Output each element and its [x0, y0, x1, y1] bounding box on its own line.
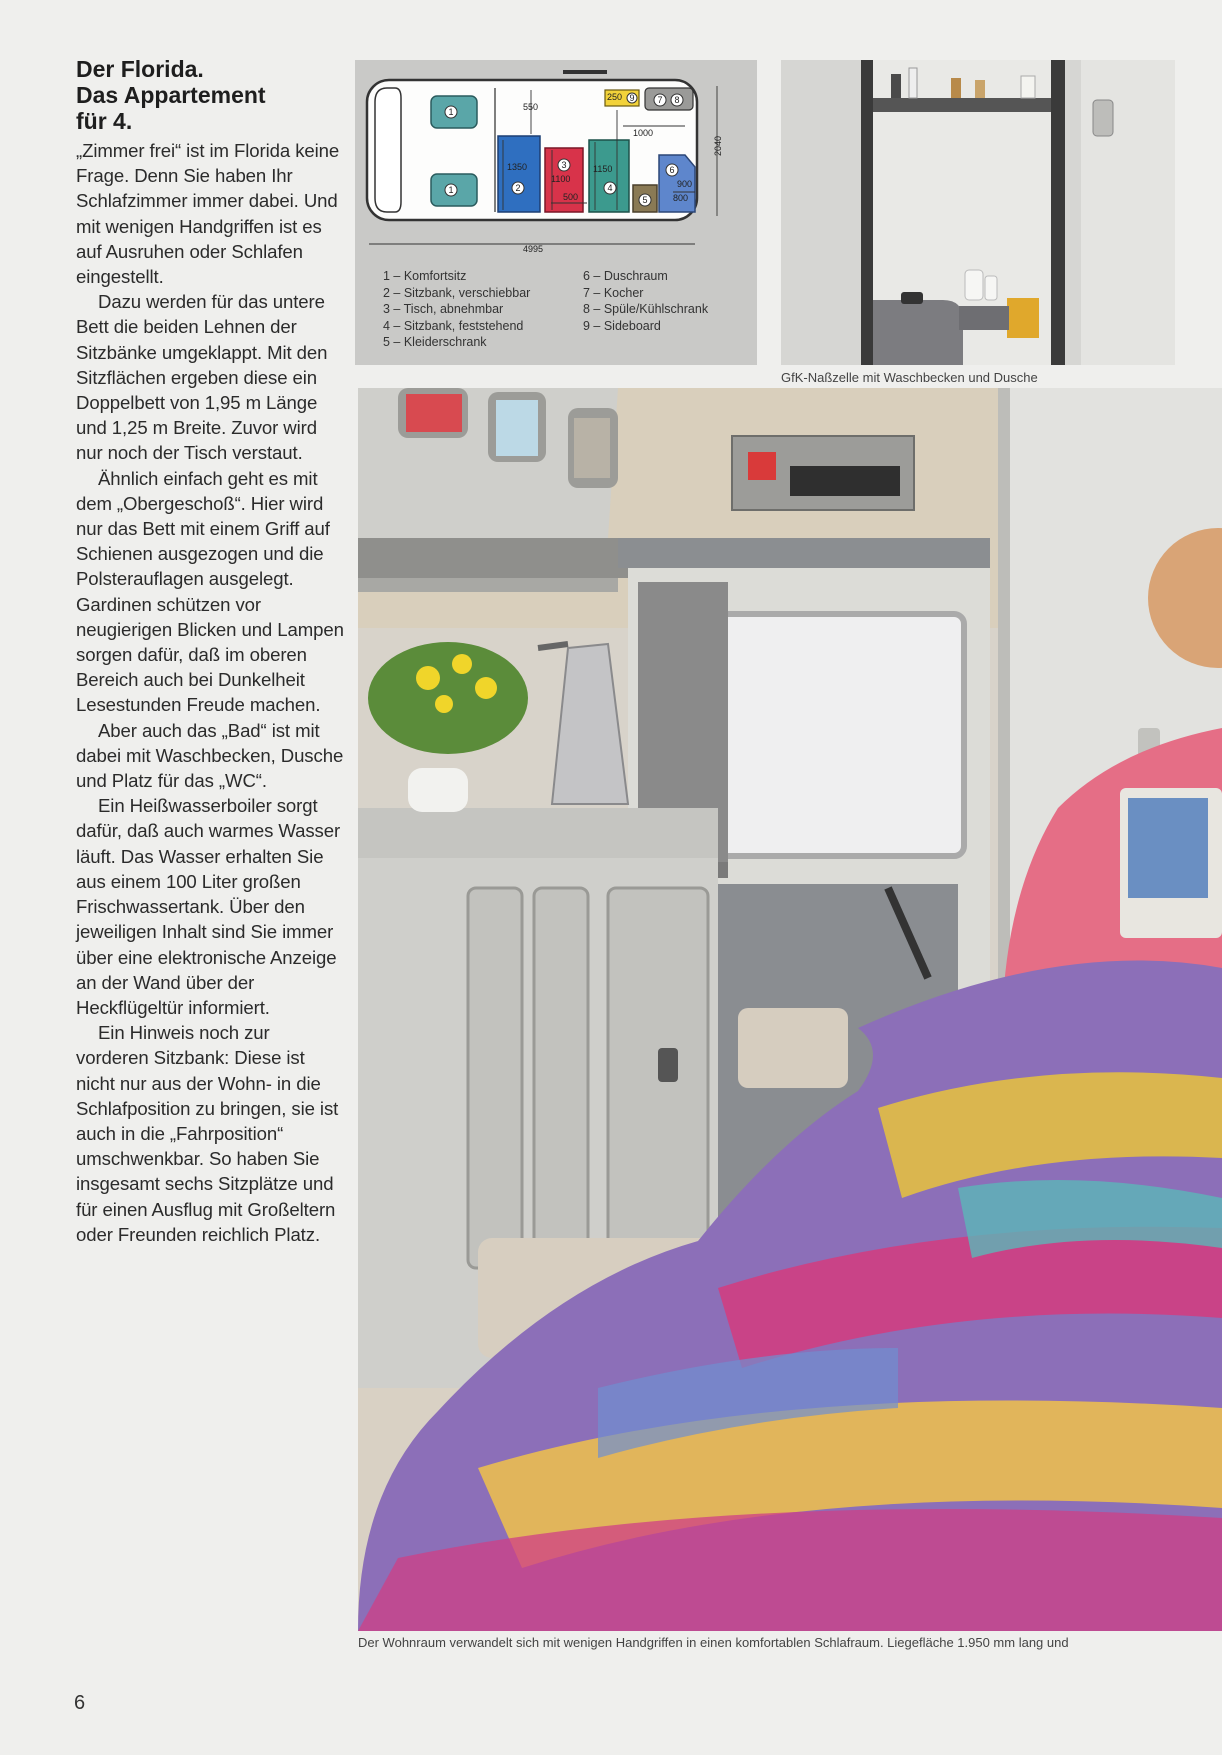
floor-plan	[355, 60, 757, 365]
marker-7: 7	[657, 95, 663, 105]
body-text	[76, 138, 346, 1247]
cooker-sink	[645, 88, 693, 110]
dim-250: 250	[607, 92, 623, 102]
bathroom-photo	[781, 60, 1175, 365]
legend-item: 5 – Kleiderschrank	[383, 335, 487, 349]
legend-left	[383, 268, 530, 351]
bathroom-caption: GfK-Naßzelle mit Waschbecken und Dusche	[781, 370, 1038, 385]
page-title	[76, 56, 346, 134]
legend-item: 4 – Sitzbank, feststehend	[383, 318, 524, 333]
dim-1350: 1350	[507, 162, 528, 172]
dim-800: 800	[673, 193, 689, 203]
dim-2040: 2040	[713, 135, 723, 156]
marker-8: 8	[674, 95, 680, 105]
dim-1100: 1100	[551, 174, 571, 184]
roof-marker	[563, 70, 607, 74]
legend-item: 8 – Spüle/Kühlschrank	[583, 302, 709, 316]
title-line-2: Das Appartement	[76, 82, 266, 108]
dim-1150: 1150	[593, 164, 613, 174]
interior-photo	[358, 388, 1222, 1631]
title-line-1: Der Florida.	[76, 56, 204, 82]
legend-item: 7 – Kocher	[583, 285, 644, 300]
text-column	[76, 56, 346, 1247]
paragraph-3: Ähnlich einfach geht es mit dem „Obergeschoß“. Hier wird nur das Bett mit einem Griff auf Schienen ausgezogen und die Polsterauflagen ausgelegt. Gardinen schützen vor neugierigen Blicken und Lampen sorgen dafür, daß im oberen Bereich auch bei Dunkelheit Lesestunden Freude machen.	[76, 467, 344, 716]
marker-1b: 1	[448, 185, 454, 195]
marker-1a: 1	[448, 107, 454, 117]
paragraph-4: Aber auch das „Bad“ ist mit dabei mit Waschbecken, Dusche und Platz für das „WC“.	[76, 719, 344, 792]
marker-2: 2	[515, 183, 521, 193]
marker-6: 6	[669, 165, 675, 175]
dim-500: 500	[563, 192, 579, 202]
paragraph-5: Ein Heißwasserboiler sorgt dafür, daß auch warmes Wasser läuft. Das Wasser erhalten Sie aus einem 100 Liter großen Frischwassertank. Über den jeweiligen Inhalt sind Sie immer über eine elektronische Anzeige an der Wand über der Heckflügeltür informiert.	[76, 795, 341, 1018]
legend-item: 6 – Duschraum	[583, 269, 668, 283]
cab-front	[375, 88, 401, 212]
marker-9: 9	[629, 93, 635, 103]
dim-900: 900	[677, 179, 693, 189]
legend-right	[583, 268, 708, 334]
paragraph-1: „Zimmer frei“ ist im Florida keine Frage. Denn Sie haben Ihr Schlafzimmer immer dabei. Und mit wenigen Handgriffen ist es auf Ausruhen oder Schlafen eingestellt.	[76, 140, 340, 288]
seat-top	[431, 96, 477, 128]
paragraph-6: Ein Hinweis noch zur vorderen Sitzbank: Diese ist nicht nur aus der Wohn- in die Schlafposition zu bringen, sie ist auch in die „Fahrposition“ umschwenkbar. So haben Sie insgesamt sechs Sitzplätze und für einen Ausflug mit Großeltern oder Freunden reichlich Platz.	[76, 1022, 339, 1245]
paragraph-2: Dazu werden für das untere Bett die beiden Lehnen der Sitzbänke umgeklappt. Mit den Sitzflächen ergeben diese ein Doppelbett von 1,95 m Länge und 1,25 m Breite. Zuvor wird nur noch der Tisch verstaut.	[76, 291, 328, 464]
page-number: 6	[74, 1692, 86, 1714]
title-line-3: für 4.	[76, 108, 133, 134]
marker-3: 3	[561, 160, 567, 170]
marker-5: 5	[642, 195, 648, 205]
legend-item: 3 – Tisch, abnehmbar	[383, 302, 504, 316]
legend-item: 9 – Sideboard	[583, 318, 661, 333]
legend-item: 1 – Komfortsitz	[383, 269, 467, 283]
main-caption: Der Wohnraum verwandelt sich mit wenigen Handgriffen in einen komfortablen Schlafraum. Liegefläche 1.950 mm lang und	[358, 1635, 1069, 1650]
bench-movable	[498, 136, 540, 212]
bathroom-illustration	[781, 60, 1175, 365]
legend-item: 2 – Sitzbank, verschiebbar	[383, 285, 531, 300]
dim-550: 550	[523, 102, 539, 112]
marker-4: 4	[607, 183, 613, 193]
dim-1000: 1000	[633, 128, 654, 138]
seat-bottom	[431, 174, 477, 206]
dim-4995: 4995	[523, 244, 544, 254]
interior-illustration	[358, 388, 1222, 1631]
